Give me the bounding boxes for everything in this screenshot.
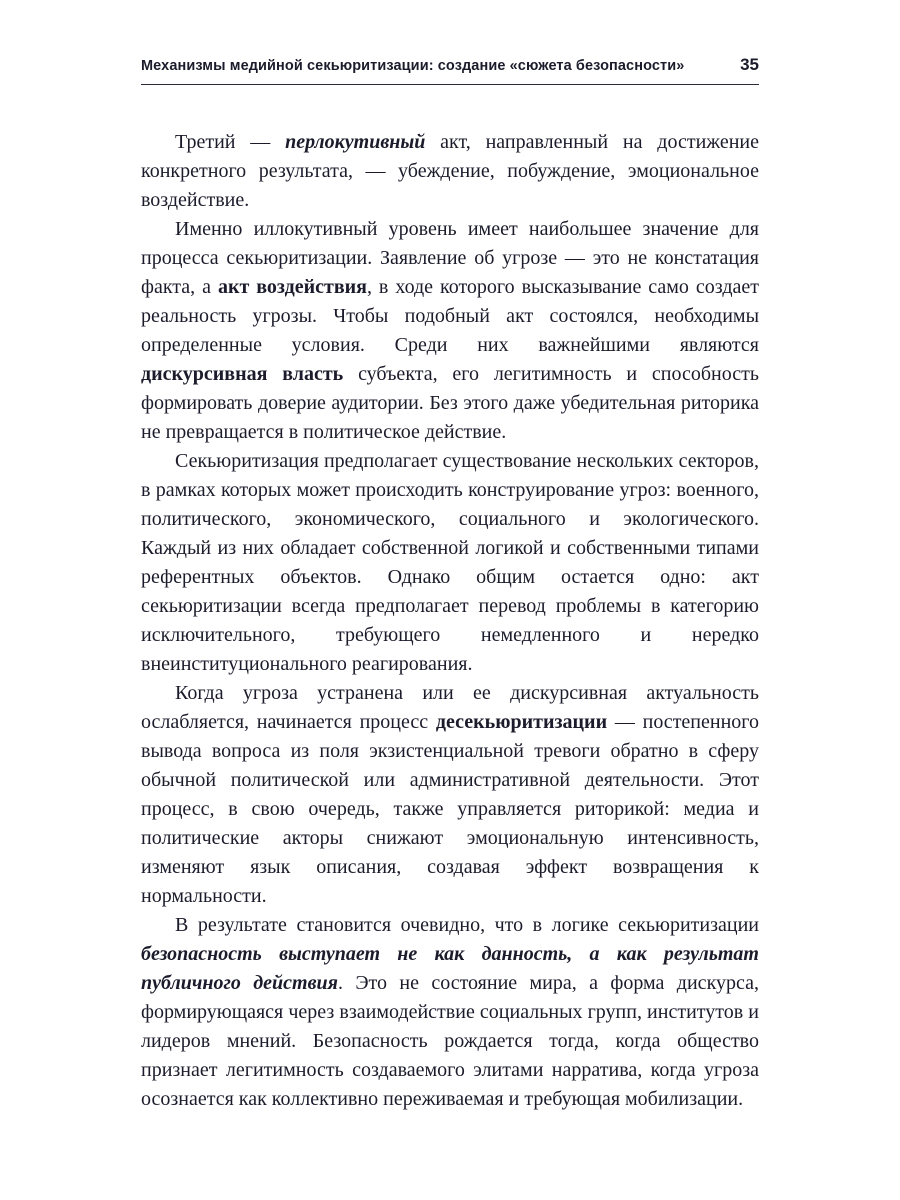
page-number: 35 <box>740 55 759 74</box>
paragraph <box>141 215 759 447</box>
text-run: акт, направленный на достижение конкретного результата, — убеждение, побуждение, эмоциональное воздействие. <box>141 131 759 211</box>
paragraph <box>141 128 759 215</box>
text-run: акт воздействия <box>217 276 367 298</box>
text-run: Третий — <box>175 131 286 153</box>
header-row <box>141 55 759 75</box>
paragraph <box>141 911 759 1114</box>
text-run: Секьюритизация предполагает существование нескольких секторов, в рамках которых может происходить конструирование угроз: военного, политического, экономического, социального и экологического. Каждый из них обладает собственной логикой и собственными типами референтных объектов. Однако общим остается одно: акт секьюритизации всегда предполагает перевод проблемы в категорию исключительного, требующего немедленного и нередко внеинституционального реагирования. <box>141 450 759 675</box>
running-title: Механизмы медийной секьюритизации: создание «сюжета безопасности» <box>141 58 685 74</box>
body-text <box>141 128 759 1114</box>
text-run: перлокутивный <box>285 131 426 153</box>
text-run: безопасность выступает не как данность, а как результат публичного действия <box>141 943 759 994</box>
paragraph <box>141 447 759 679</box>
text-run: , в ходе которого высказывание само создает реальность угрозы. Чтобы подобный акт состоялся, необходимы определенные условия. Среди них важнейшими являются <box>141 276 759 356</box>
text-run: Именно иллокутивный уровень имеет наибольшее значение для процесса секьюритизации. Заявление об угрозе — это не констатация факта, а <box>141 218 759 298</box>
text-run: дискурсивная власть <box>141 363 344 385</box>
header-rule <box>141 84 759 85</box>
text-run: Когда угроза устранена или ее дискурсивная актуальность ослабляется, начинается процесс <box>141 682 759 733</box>
text-run: субъекта, его легитимность и способность формировать доверие аудитории. Без этого даже убедительная риторика не превращается в политическое действие. <box>141 363 759 443</box>
page-header <box>141 55 759 85</box>
paragraph <box>141 679 759 911</box>
text-run: . Это не состояние мира, а форма дискурса, формирующаяся через взаимодействие социальных групп, институтов и лидеров мнений. Безопасность рождается тогда, когда общество признает легитимность создаваемого элитами нарратива, когда угроза осознается как коллективно переживаемая и требующая мобилизации. <box>141 972 759 1110</box>
text-run: В результате становится очевидно, что в логике секьюритизации <box>175 914 759 936</box>
text-run: — постепенного вывода вопроса из поля экзистенциальной тревоги обратно в сферу обычной политической или административной деятельности. Этот процесс, в свою очередь, также управляется риторикой: медиа и политические акторы снижают эмоциональную интенсивность, изменяют язык описания, создавая эффект возвращения к нормальности. <box>141 711 759 907</box>
text-run: десекьюритизации <box>435 711 608 733</box>
